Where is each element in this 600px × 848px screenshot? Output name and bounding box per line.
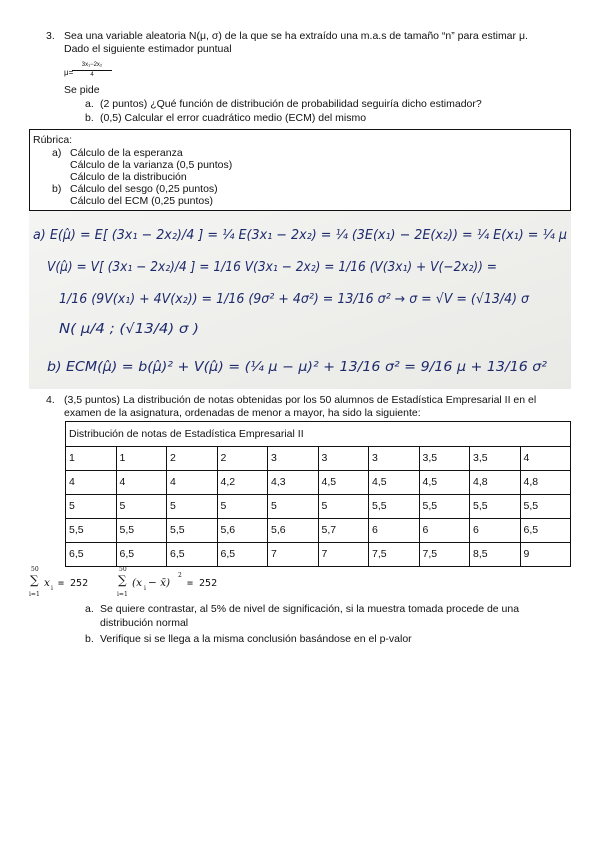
- se-pide-label: Se pide: [64, 84, 100, 96]
- estimator-fraction: [72, 62, 112, 79]
- table-cell: 7,5: [369, 543, 420, 567]
- q4-item-a-text-line1: Se quiere contrastar, al 5% de nivel de significación, si la muestra tomada procede de una: [100, 603, 520, 615]
- sigma-icon: ∑: [118, 573, 127, 587]
- table-cell: 5: [167, 495, 218, 519]
- table-cell: 5: [66, 495, 117, 519]
- sum1-sub: i: [51, 585, 53, 592]
- rubric-b-letter: b): [52, 183, 62, 195]
- table-cell: 4: [66, 471, 117, 495]
- rubric-a-line2: Cálculo de la varianza (0,5 puntos): [70, 159, 233, 171]
- rubric-a-letter: a): [52, 147, 62, 159]
- table-cell: 6,5: [167, 543, 218, 567]
- q4-statement-line2: examen de la asignatura, ordenadas de menor a mayor, ha sido la siguiente:: [64, 407, 421, 419]
- estimator-lhs: μ=: [64, 68, 74, 77]
- table-cell: 4,3: [268, 471, 319, 495]
- table-cell: 3,5: [419, 447, 470, 471]
- q3-item-a-text: (2 puntos) ¿Qué función de distribución de probabilidad seguiría dicho estimador?: [100, 98, 482, 110]
- table-row: [66, 543, 571, 567]
- table-cell: 6: [369, 519, 420, 543]
- table-cell: 4,5: [369, 471, 420, 495]
- table-cell: 7,5: [419, 543, 470, 567]
- estimator-numerator: 3x₁−2x₂: [81, 62, 103, 68]
- sum2-upper: 50: [119, 566, 127, 573]
- table-cell: 5,5: [419, 495, 470, 519]
- table-cell: 2: [217, 447, 268, 471]
- table-cell: 4,5: [318, 471, 369, 495]
- rubric-a-line1: Cálculo de la esperanza: [70, 147, 183, 159]
- q3-statement-line1: Sea una variable aleatoria N(μ, σ) de la que se ha extraído una m.a.s de tamaño “n” para estimar μ.: [64, 30, 528, 42]
- table-title: Distribución de notas de Estadística Empresarial II: [66, 422, 571, 447]
- q3-number: 3.: [46, 30, 55, 42]
- table-cell: 5,6: [217, 519, 268, 543]
- q3-statement-line2: Dado el siguiente estimador puntual: [64, 43, 232, 55]
- table-cell: 9: [520, 543, 571, 567]
- rubric-b-line1: Cálculo del sesgo (0,25 puntos): [70, 183, 218, 195]
- table-cell: 4,8: [520, 471, 571, 495]
- table-cell: 5,5: [470, 495, 521, 519]
- sum2-lower: i=1: [117, 591, 128, 598]
- table-cell: 7: [268, 543, 319, 567]
- rubric-b-line2: Cálculo del ECM (0,25 puntos): [70, 195, 213, 207]
- table-cell: 5,5: [520, 495, 571, 519]
- q4-statement-line1: (3,5 puntos) La distribución de notas obtenidas por los 50 alumnos de Estadística Empresarial II en el: [64, 394, 537, 406]
- rubric-box: [29, 129, 571, 211]
- table-cell: 6,5: [116, 543, 167, 567]
- sum1-lower: i=1: [29, 591, 40, 598]
- sum2-tail: − x̄): [148, 577, 171, 589]
- table-row: [66, 495, 571, 519]
- grades-table: [65, 421, 571, 567]
- sum1-value: = 252: [58, 578, 89, 589]
- q4-item-a-letter: a.: [85, 603, 94, 615]
- table-row: [66, 471, 571, 495]
- table-cell: 4,5: [419, 471, 470, 495]
- table-cell: 3: [369, 447, 420, 471]
- table-cell: 5,5: [116, 519, 167, 543]
- q3-item-a-letter: a.: [85, 98, 94, 110]
- sum1-body: x: [44, 577, 50, 589]
- handwriting-line3: 1/16 (9V(x₁) + 4V(x₂)) = 1/16 (9σ² + 4σ²) = 13/16 σ² → σ = √V = (√13/4) σ: [59, 291, 530, 307]
- q4-item-b-letter: b.: [85, 633, 94, 645]
- estimator-formula: [64, 62, 124, 80]
- table-cell: 4: [520, 447, 571, 471]
- table-cell: 4: [116, 471, 167, 495]
- q3-item-b-text: (0,5) Calcular el error cuadrático medio (ECM) del mismo: [100, 112, 367, 124]
- q3-item-b-letter: b.: [85, 112, 94, 124]
- sum2-sub: i: [144, 585, 146, 592]
- table-cell: 8,5: [470, 543, 521, 567]
- table-cell: 5,5: [369, 495, 420, 519]
- sum2-value: = 252: [187, 578, 218, 589]
- table-cell: 5: [318, 495, 369, 519]
- sum1-upper: 50: [31, 566, 39, 573]
- q4-item-a-text-line2: distribución normal: [100, 617, 189, 629]
- table-cell: 5: [268, 495, 319, 519]
- table-cell: 4,2: [217, 471, 268, 495]
- table-cell: 6,5: [217, 543, 268, 567]
- table-cell: 6,5: [520, 519, 571, 543]
- table-cell: 1: [116, 447, 167, 471]
- table-row: [66, 519, 571, 543]
- sum-formula-1: [29, 566, 109, 602]
- table-cell: 6: [419, 519, 470, 543]
- handwritten-solution-svg: [29, 211, 571, 389]
- rubric-title: Rúbrica:: [33, 134, 73, 146]
- estimator-denominator: 4: [90, 72, 94, 78]
- table-title-row: [66, 422, 571, 447]
- table-cell: 5,6: [268, 519, 319, 543]
- handwriting-line2: V(μ̂) = V[ (3x₁ − 2x₂)/4 ] = 1/16 V(3x₁ − 2x₂) = 1/16 (V(3x₁) + V(−2x₂)) =: [47, 259, 497, 275]
- q4-item-b-text: Verifique si se llega a la misma conclusión basándose en el p-valor: [100, 633, 412, 645]
- q4-number: 4.: [46, 394, 55, 406]
- table-cell: 5: [116, 495, 167, 519]
- handwritten-solution-photo: [29, 211, 571, 389]
- sigma-icon: ∑: [30, 573, 39, 587]
- sum2-exp: 2: [178, 572, 182, 579]
- table-cell: 6: [470, 519, 521, 543]
- table-cell: 5: [217, 495, 268, 519]
- table-cell: 1: [66, 447, 117, 471]
- table-cell: 6,5: [66, 543, 117, 567]
- handwriting-line5: b) ECM(μ̂) = b(μ̂)² + V(μ̂) = (¼ μ − μ)² + 13/16 σ² = 9/16 μ + 13/16 σ²: [47, 359, 548, 375]
- table-cell: 3,5: [470, 447, 521, 471]
- handwriting-line1: a) E(μ̂) = E[ (3x₁ − 2x₂)/4 ] = ¼ E(3x₁ − 2x₂) = ¼ (3E(x₁) − 2E(x₂)) = ¼ E(x₁) = ¼ μ: [33, 227, 567, 243]
- rubric-a-line3: Cálculo de la distribución: [70, 171, 187, 183]
- sum-formula-2: [117, 566, 237, 602]
- table-cell: 5,5: [167, 519, 218, 543]
- table-cell: 2: [167, 447, 218, 471]
- table-cell: 4: [167, 471, 218, 495]
- table-cell: 3: [318, 447, 369, 471]
- table-row: [66, 447, 571, 471]
- handwriting-line4: N( μ/4 ; (√13/4) σ ): [59, 321, 199, 337]
- table-cell: 7: [318, 543, 369, 567]
- table-cell: 4,8: [470, 471, 521, 495]
- table-cell: 5,7: [318, 519, 369, 543]
- sum2-body: (x: [132, 577, 143, 589]
- table-cell: 3: [268, 447, 319, 471]
- table-cell: 5,5: [66, 519, 117, 543]
